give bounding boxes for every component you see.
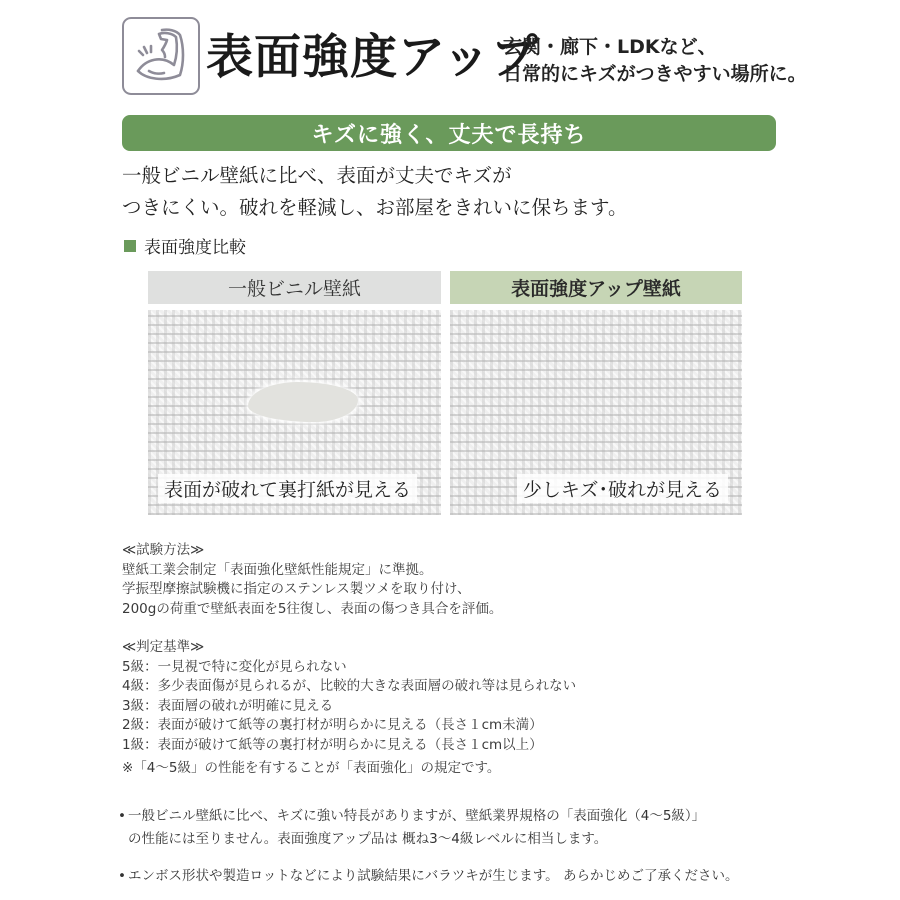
grade-1: 1級：表面が破けて紙等の裏打材が明らかに見える（長さ１cm以上）	[122, 736, 543, 753]
texture-image-standard	[148, 310, 441, 515]
section-label-text: 表面強度比較	[144, 238, 246, 258]
subtitle-line: 日常的にキズがつきやすい場所に。	[503, 63, 807, 85]
panel-heading-enhanced: 表面強度アップ壁紙	[450, 271, 742, 304]
disclaimer-line: の性能には至りません。表面強度アップ品は 概ね3～4級レベルに相当します。	[128, 831, 608, 847]
grade-3: 3級：表面層の破れが明確に見える	[122, 697, 334, 714]
square-bullet-icon	[124, 240, 136, 252]
bullet-dot-icon: •	[118, 868, 126, 884]
bicep-icon-graphic	[124, 19, 198, 93]
disclaimer-item	[118, 865, 738, 888]
grade-2: 2級：表面が破けて紙等の裏打材が明らかに見える（長さ１cm未満）	[122, 717, 543, 733]
texture-image-enhanced	[450, 310, 742, 515]
disclaimer-item	[118, 805, 738, 851]
subtitle	[503, 34, 807, 88]
intro-line: つきにくい。破れを軽減し、お部屋をきれいに保ちます。	[122, 196, 628, 219]
intro-line: 一般ビニル壁紙に比べ、表面が丈夫でキズが	[122, 164, 512, 187]
disclaimer-line: エンボス形状や製造ロットなどにより試験結果にバラツキが生じます。 あらかじめご了承ください。	[128, 868, 739, 884]
caption-enhanced: 少しキズ･破れが見える	[517, 474, 728, 503]
test-method-line: 200gの荷重で壁紙表面を5往復し、表面の傷つき具合を評価。	[122, 600, 503, 617]
test-method-line: 壁紙工業会制定「表面強化壁紙性能規定」に準拠。	[122, 561, 433, 578]
intro-text	[122, 160, 627, 224]
flexed-bicep-icon	[122, 17, 200, 95]
criteria-heading: ≪判定基準≫	[122, 639, 205, 655]
panel-heading-standard: 一般ビニル壁紙	[148, 271, 441, 304]
subtitle-line: 玄関・廊下・LDKなど、	[503, 36, 717, 58]
test-method-heading: ≪試験方法≫	[122, 542, 205, 558]
test-method	[122, 541, 502, 619]
grading-criteria	[122, 638, 576, 779]
comparison-section-label	[124, 233, 246, 258]
disclaimers	[118, 805, 738, 888]
grade-5: 5級：一見視で特に変化が見られない	[122, 658, 347, 675]
feature-banner: キズに強く、丈夫で長持ち	[122, 115, 776, 151]
page-title: 表面強度アップ	[206, 30, 539, 85]
test-method-line: 学振型摩擦試験機に指定のステンレス製ツメを取り付け、	[122, 581, 471, 597]
caption-standard: 表面が破れて裏打紙が見える	[158, 474, 417, 503]
grade-4: 4級：多少表面傷が見られるが、比較的大きな表面層の破れ等は見られない	[122, 678, 577, 694]
torn-surface-area	[248, 382, 358, 422]
criteria-note: ※「4～5級」の性能を有することが「表面強化」の規定です。	[122, 760, 501, 776]
disclaimer-line: 一般ビニル壁紙に比べ、キズに強い特長がありますが、壁紙業界規格の「表面強化（4～5級）」	[128, 808, 706, 824]
bullet-dot-icon: •	[118, 808, 126, 824]
